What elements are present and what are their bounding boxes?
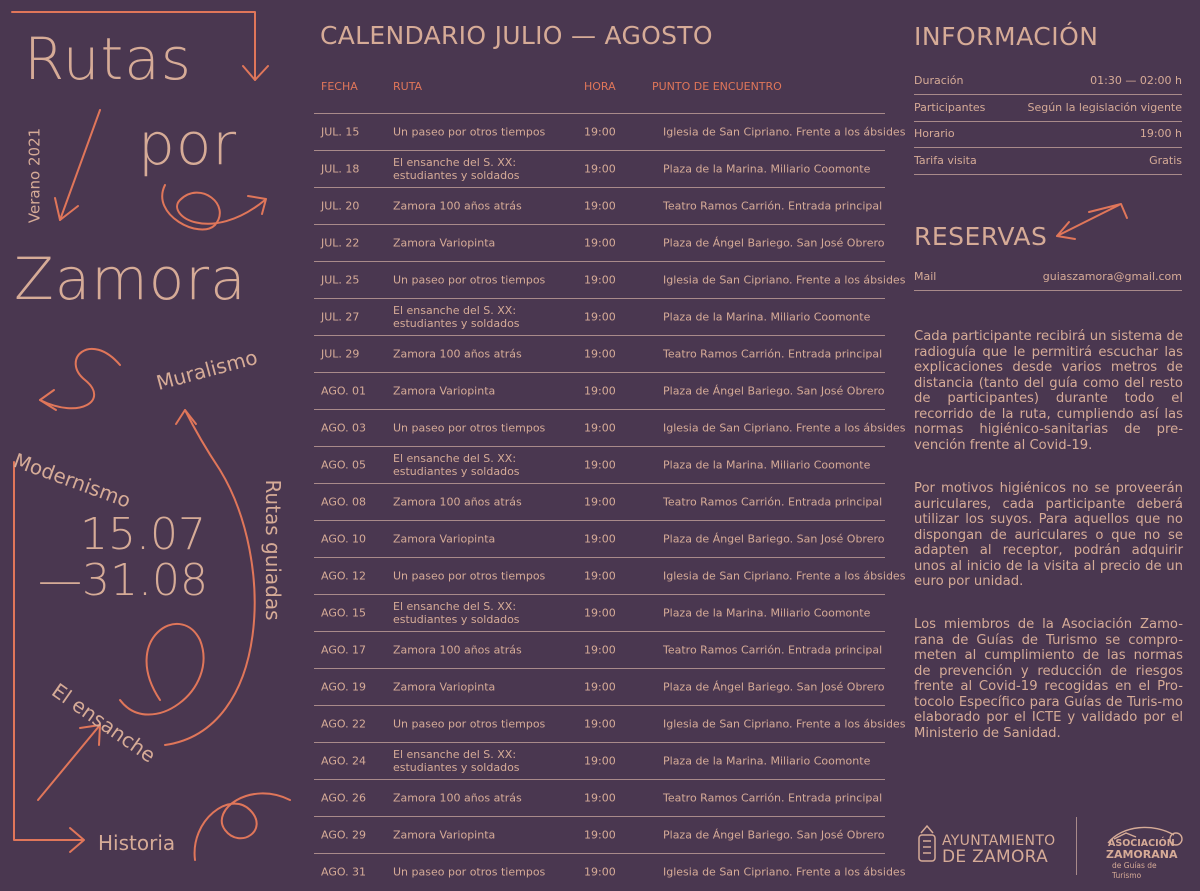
table-row (314, 372, 885, 409)
header-hora: HORA (584, 80, 616, 93)
row-hour: 19:00 (584, 458, 616, 472)
row-date: AGO. 17 (321, 643, 367, 657)
row-place: Plaza de Ángel Bariego. San José Obrero (663, 680, 885, 694)
poster-panel (0, 0, 300, 891)
row-date: JUL. 29 (321, 347, 360, 361)
row-hour: 19:00 (584, 717, 616, 731)
row-route: Un paseo por otros tiempos (393, 717, 546, 731)
row-hour: 19:00 (584, 310, 616, 324)
row-place: Plaza de Ángel Bariego. San José Obrero (663, 384, 885, 398)
row-route: Zamora 100 años atrás (393, 199, 522, 213)
row-route: Zamora 100 años atrás (393, 495, 522, 509)
title-word-por: por (138, 110, 238, 178)
row-hour: 19:00 (584, 495, 616, 509)
row-route: Zamora Variopinta (393, 532, 496, 546)
row-route: El ensanche del S. XX: estudiantes y soldados (393, 452, 520, 478)
row-hour: 19:00 (584, 532, 616, 546)
row-route: Zamora Variopinta (393, 828, 496, 842)
row-place: Iglesia de San Cipriano. Frente a los ábsides (663, 421, 906, 435)
row-hour: 19:00 (584, 421, 616, 435)
row-place: Teatro Ramos Carrión. Entrada principal (663, 347, 883, 361)
row-date: AGO. 03 (321, 421, 367, 435)
table-row (314, 224, 885, 261)
reservas-title: RESERVAS (914, 222, 1048, 251)
info-row-key: Tarifa visita (914, 153, 977, 167)
row-route: El ensanche del S. XX: estudiantes y soldados (393, 156, 520, 182)
row-hour: 19:00 (584, 384, 616, 398)
date-end: —31.08 (38, 555, 208, 606)
row-route: Zamora 100 años atrás (393, 791, 522, 805)
row-place: Teatro Ramos Carrión. Entrada principal (663, 495, 883, 509)
row-hour: 19:00 (584, 865, 616, 879)
date-range (38, 509, 208, 606)
row-route: Un paseo por otros tiempos (393, 569, 546, 583)
row-place: Iglesia de San Cipriano. Frente a los ábsides (663, 125, 906, 139)
row-date: JUL. 27 (321, 310, 360, 324)
logos-footer (914, 815, 1184, 880)
table-row (314, 261, 906, 298)
info-row-value: 19:00 h (1139, 127, 1182, 140)
ayuntamiento-line2: DE ZAMORA (942, 847, 1049, 867)
row-hour: 19:00 (584, 273, 616, 287)
row-route: Un paseo por otros tiempos (393, 865, 546, 879)
row-hour: 19:00 (584, 347, 616, 361)
row-place: Teatro Ramos Carrión. Entrada principal (663, 791, 883, 805)
ayuntamiento-line1: AYUNTAMIENTO (942, 833, 1056, 849)
row-hour: 19:00 (584, 828, 616, 842)
mail-value[interactable]: guiaszamora@gmail.com (1042, 270, 1182, 283)
info-row-value: Según la legislación vigente (1027, 100, 1182, 114)
table-row (314, 446, 885, 483)
row-place: Plaza de la Marina. Miliario Coomonte (663, 606, 871, 620)
paragraph-radioguia: Cada participante recibirá un sistema de radioguía que le permitirá escuchar las explicaciones desde varios metros de distancia (tanto del guía como del resto de participantes) durante todo el recorrido de la ruta, cumpliendo así las normas higiénico-sanitarias de pre-vención frente al Covid-19. (914, 329, 1183, 453)
row-hour: 19:00 (584, 606, 616, 620)
row-date: JUL. 15 (321, 125, 360, 139)
row-hour: 19:00 (584, 791, 616, 805)
tag-el-ensanche: El ensanche (47, 678, 161, 768)
table-row (314, 409, 906, 446)
ayuntamiento-logo (942, 833, 1056, 865)
row-route: Zamora 100 años atrás (393, 347, 522, 361)
row-place: Plaza de Ángel Bariego. San José Obrero (663, 532, 885, 546)
row-date: AGO. 24 (321, 754, 367, 768)
table-row (314, 187, 885, 224)
table-row (314, 150, 885, 187)
crest-icon (916, 823, 938, 865)
table-row (314, 298, 885, 335)
header-punto: PUNTO DE ENCUENTRO (652, 80, 782, 93)
row-date: JUL. 18 (321, 162, 360, 176)
table-row (314, 483, 885, 520)
row-date: AGO. 26 (321, 791, 367, 805)
row-route: El ensanche del S. XX: estudiantes y soldados (393, 600, 520, 626)
table-row (314, 668, 885, 705)
paragraph-asociacion: Los miembros de la Asociación Zamo-rana de Guías de Turismo se compro-meten al cumplimiento de las normas de prevención y reducción de riesgos frente al Covid-19 recogidas en el Pro-tocolo Específico para Guías de Turis-mo elaborado por el ICTE y validado por el Ministerio de Sanidad. (914, 617, 1183, 741)
row-place: Plaza de Ángel Bariego. San José Obrero (663, 236, 885, 250)
info-row-key: Participantes (914, 100, 986, 114)
row-place: Plaza de la Marina. Miliario Coomonte (663, 310, 871, 324)
table-row (314, 631, 885, 668)
row-hour: 19:00 (584, 162, 616, 176)
logo-divider (1076, 817, 1077, 875)
info-panel (914, 0, 1184, 891)
row-date: AGO. 29 (321, 828, 367, 842)
table-row (314, 594, 885, 631)
row-hour: 19:00 (584, 125, 616, 139)
title-word-zamora: Zamora (14, 245, 247, 313)
tag-modernismo: Modernismo (10, 448, 135, 513)
row-hour: 19:00 (584, 199, 616, 213)
row-route: Zamora Variopinta (393, 680, 496, 694)
info-row (914, 68, 1182, 95)
table-row (314, 557, 906, 594)
info-row-key: Horario (914, 127, 955, 140)
info-row (914, 121, 1182, 148)
info-row (914, 148, 1182, 175)
calendar-title: CALENDARIO JULIO — AGOSTO (320, 21, 713, 50)
row-place: Plaza de Ángel Bariego. San José Obrero (663, 828, 885, 842)
row-date: AGO. 05 (321, 458, 367, 472)
reservas-mail-row (914, 264, 1182, 291)
row-place: Iglesia de San Cipriano. Frente a los ábsides (663, 273, 906, 287)
info-title: INFORMACIÓN (914, 22, 1099, 51)
row-date: AGO. 19 (321, 680, 367, 694)
row-route: Un paseo por otros tiempos (393, 273, 546, 287)
row-date: AGO. 12 (321, 569, 367, 583)
row-place: Iglesia de San Cipriano. Frente a los ábsides (663, 865, 906, 879)
row-date: AGO. 08 (321, 495, 367, 509)
table-row (314, 779, 885, 816)
row-place: Plaza de la Marina. Miliario Coomonte (663, 458, 871, 472)
asociacion-line2: ZAMORANA (1106, 848, 1178, 861)
title-word-rutas: Rutas (24, 25, 192, 93)
table-row (314, 816, 885, 853)
table-row (314, 742, 885, 779)
table-row (314, 520, 885, 557)
date-start: 15.07 (80, 509, 206, 560)
info-row-key: Duración (914, 74, 964, 87)
row-place: Plaza de la Marina. Miliario Coomonte (663, 754, 871, 768)
season-label: Verano 2021 (25, 127, 44, 224)
row-hour: 19:00 (584, 236, 616, 250)
row-route: Zamora Variopinta (393, 236, 496, 250)
paragraph-auriculares: Por motivos higiénicos no se proveerán auriculares, cada participante deberá utilizar los suyos. Para aquellos que no dispongan de auriculares o que no se adapten al receptor, podrán adquirir unos al inicio de la visita al precio de un euro por unidad. (914, 481, 1183, 589)
row-hour: 19:00 (584, 680, 616, 694)
row-route: Zamora Variopinta (393, 384, 496, 398)
row-route: Un paseo por otros tiempos (393, 125, 546, 139)
info-row (914, 95, 1182, 122)
asociacion-logo (1106, 839, 1184, 881)
row-date: AGO. 22 (321, 717, 367, 731)
row-place: Iglesia de San Cipriano. Frente a los ábsides (663, 569, 906, 583)
row-hour: 19:00 (584, 569, 616, 583)
row-route: Un paseo por otros tiempos (393, 421, 546, 435)
header-fecha: FECHA (321, 80, 358, 93)
row-route: El ensanche del S. XX: estudiantes y soldados (393, 748, 520, 774)
row-route: Zamora 100 años atrás (393, 643, 522, 657)
table-row (314, 853, 906, 890)
table-row (314, 335, 885, 372)
row-date: JUL. 25 (321, 273, 360, 287)
asociacion-line3: de Guías de Turismo (1112, 861, 1157, 880)
table-row (314, 705, 906, 742)
row-hour: 19:00 (584, 643, 616, 657)
row-route: El ensanche del S. XX: estudiantes y soldados (393, 304, 520, 330)
row-place: Teatro Ramos Carrión. Entrada principal (663, 643, 883, 657)
row-date: AGO. 15 (321, 606, 367, 620)
table-row (314, 113, 906, 150)
row-date: AGO. 01 (321, 384, 367, 398)
header-ruta: RUTA (393, 80, 423, 93)
calendar-panel (314, 0, 906, 891)
row-place: Teatro Ramos Carrión. Entrada principal (663, 199, 883, 213)
row-place: Iglesia de San Cipriano. Frente a los ábsides (663, 717, 906, 731)
arrow-left-icon (1049, 200, 1139, 245)
row-hour: 19:00 (584, 754, 616, 768)
row-date: AGO. 10 (321, 532, 367, 546)
row-date: JUL. 22 (321, 236, 360, 250)
row-date: AGO. 31 (321, 865, 367, 879)
info-row-value: Gratis (1149, 153, 1182, 167)
tag-muralismo: Muralismo (153, 344, 261, 396)
mail-label: Mail (914, 270, 937, 283)
calendar-table (314, 113, 906, 890)
tag-rutas-guiadas: Rutas guiadas (261, 479, 285, 621)
tag-historia: Historia (98, 831, 176, 855)
info-row-value: 01:30 — 02:00 h (1090, 74, 1182, 87)
row-place: Plaza de la Marina. Miliario Coomonte (663, 162, 871, 176)
asociacion-line1: ASOCIACIÓN (1108, 838, 1175, 849)
row-date: JUL. 20 (321, 199, 360, 213)
